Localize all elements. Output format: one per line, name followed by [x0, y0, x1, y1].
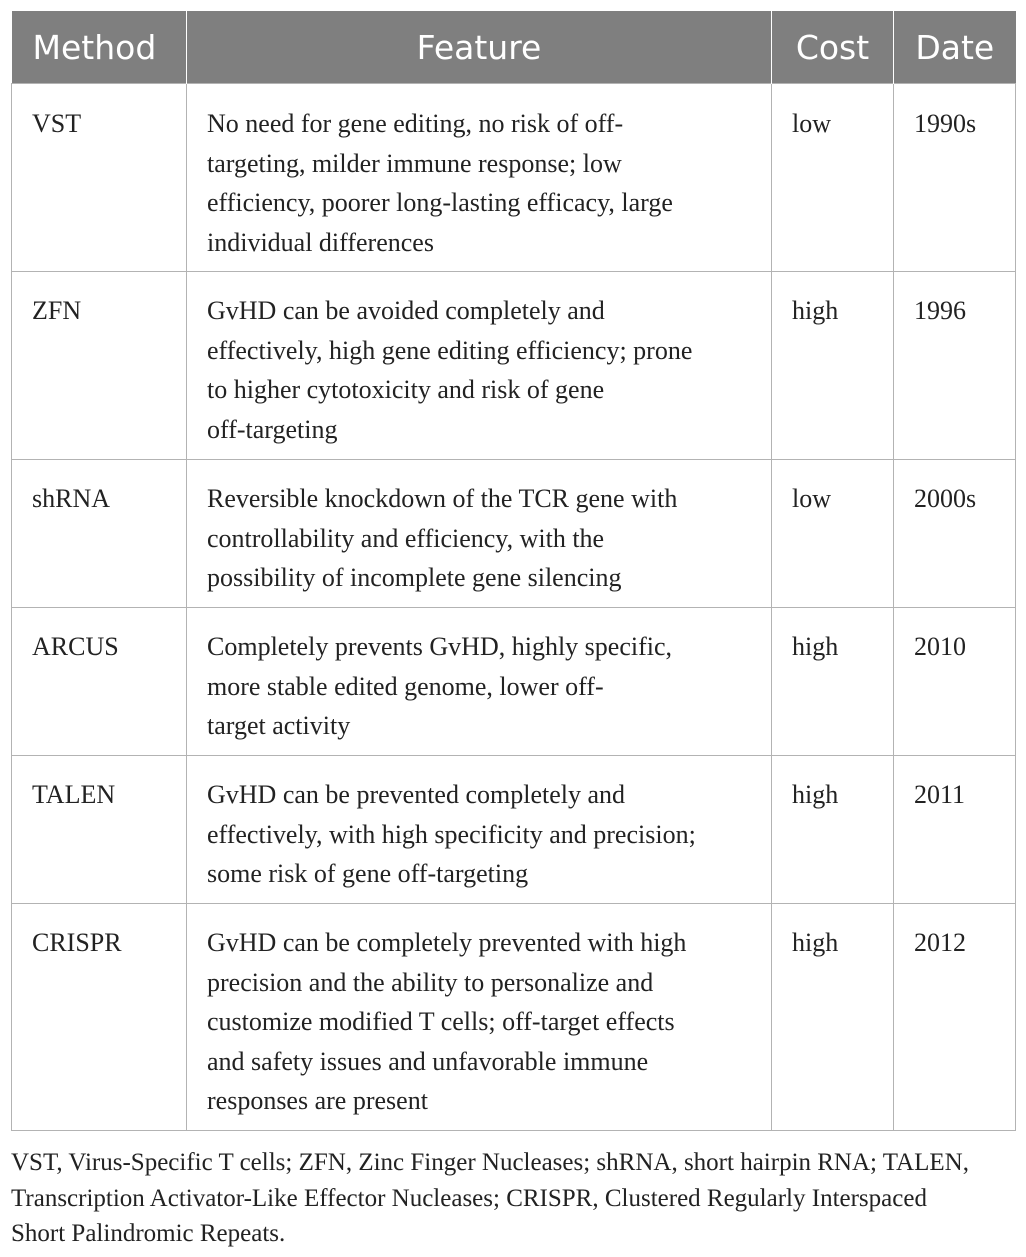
feature-cell: [187, 904, 772, 1131]
footnote-line: VST, Virus-Specific T cells; ZFN, Zinc Finger Nucleases; shRNA, short hairpin RNA; TALEN,: [11, 1149, 969, 1176]
feature-line: some risk of gene off-targeting: [207, 859, 529, 888]
method-cell: VST: [12, 84, 187, 272]
feature-line: Reversible knockdown of the TCR gene with: [207, 484, 678, 513]
cost-cell: high: [772, 904, 894, 1131]
table-row: [12, 84, 1016, 272]
feature-line: effectively, high gene editing efficiency; prone: [207, 335, 693, 365]
date-cell: 2010: [894, 608, 1016, 756]
feature-line: GvHD can be avoided completely and: [207, 296, 605, 325]
header-feature: Feature: [187, 11, 772, 84]
feature-line: precision and the ability to personalize and: [207, 967, 654, 997]
feature-line: to higher cytotoxicity and risk of gene: [207, 375, 605, 404]
method-cell: ARCUS: [12, 608, 187, 756]
feature-line: efficiency, poorer long-lasting efficacy, large: [207, 188, 673, 217]
feature-cell: [187, 756, 772, 904]
feature-line: effectively, with high specificity and precision;: [207, 819, 696, 849]
feature-line: No need for gene editing, no risk of off-: [207, 109, 624, 138]
cost-cell: high: [772, 272, 894, 460]
method-cell: ZFN: [12, 272, 187, 460]
feature-line: responses are present: [207, 1086, 428, 1115]
date-cell: 1990s: [894, 84, 1016, 272]
feature-line: target activity: [207, 711, 351, 740]
header-cost: Cost: [772, 11, 894, 84]
date-cell: 1996: [894, 272, 1016, 460]
cost-cell: low: [772, 460, 894, 608]
header-method: Method: [12, 11, 187, 84]
cost-cell: high: [772, 608, 894, 756]
feature-cell: [187, 272, 772, 460]
date-cell: 2011: [894, 756, 1016, 904]
table-row: [12, 608, 1016, 756]
cost-cell: high: [772, 756, 894, 904]
table-container: [11, 11, 1015, 1131]
header-date: Date: [894, 11, 1016, 84]
methods-table: [11, 11, 1016, 1131]
feature-cell: [187, 84, 772, 272]
method-cell: shRNA: [12, 460, 187, 608]
method-cell: TALEN: [12, 756, 187, 904]
feature-line: customize modified T cells; off-target effects: [207, 1007, 675, 1036]
table-row: [12, 272, 1016, 460]
method-cell: CRISPR: [12, 904, 187, 1131]
feature-cell: [187, 460, 772, 608]
table-row: [12, 460, 1016, 608]
header-row: [12, 11, 1016, 84]
feature-cell: [187, 608, 772, 756]
footnote-line: Short Palindromic Repeats.: [11, 1220, 286, 1247]
feature-line: controllability and efficiency, with the: [207, 523, 605, 553]
date-cell: 2000s: [894, 460, 1016, 608]
footnote-line: Transcription Activator-Like Effector Nucleases; CRISPR, Clustered Regularly Interspaced: [11, 1184, 927, 1212]
table-footnote: [11, 1145, 1015, 1252]
feature-line: targeting, milder immune response; low: [207, 148, 622, 178]
feature-line: individual differences: [207, 227, 434, 257]
feature-line: more stable edited genome, lower off-: [207, 671, 604, 701]
feature-line: and safety issues and unfavorable immune: [207, 1046, 649, 1076]
date-cell: 2012: [894, 904, 1016, 1131]
feature-line: possibility of incomplete gene silencing: [207, 563, 622, 592]
table-row: [12, 904, 1016, 1131]
feature-line: GvHD can be prevented completely and: [207, 780, 626, 809]
cost-cell: low: [772, 84, 894, 272]
feature-line: off-targeting: [207, 414, 338, 444]
feature-line: GvHD can be completely prevented with high: [207, 928, 687, 957]
feature-line: Completely prevents GvHD, highly specific,: [207, 632, 673, 661]
table-row: [12, 756, 1016, 904]
